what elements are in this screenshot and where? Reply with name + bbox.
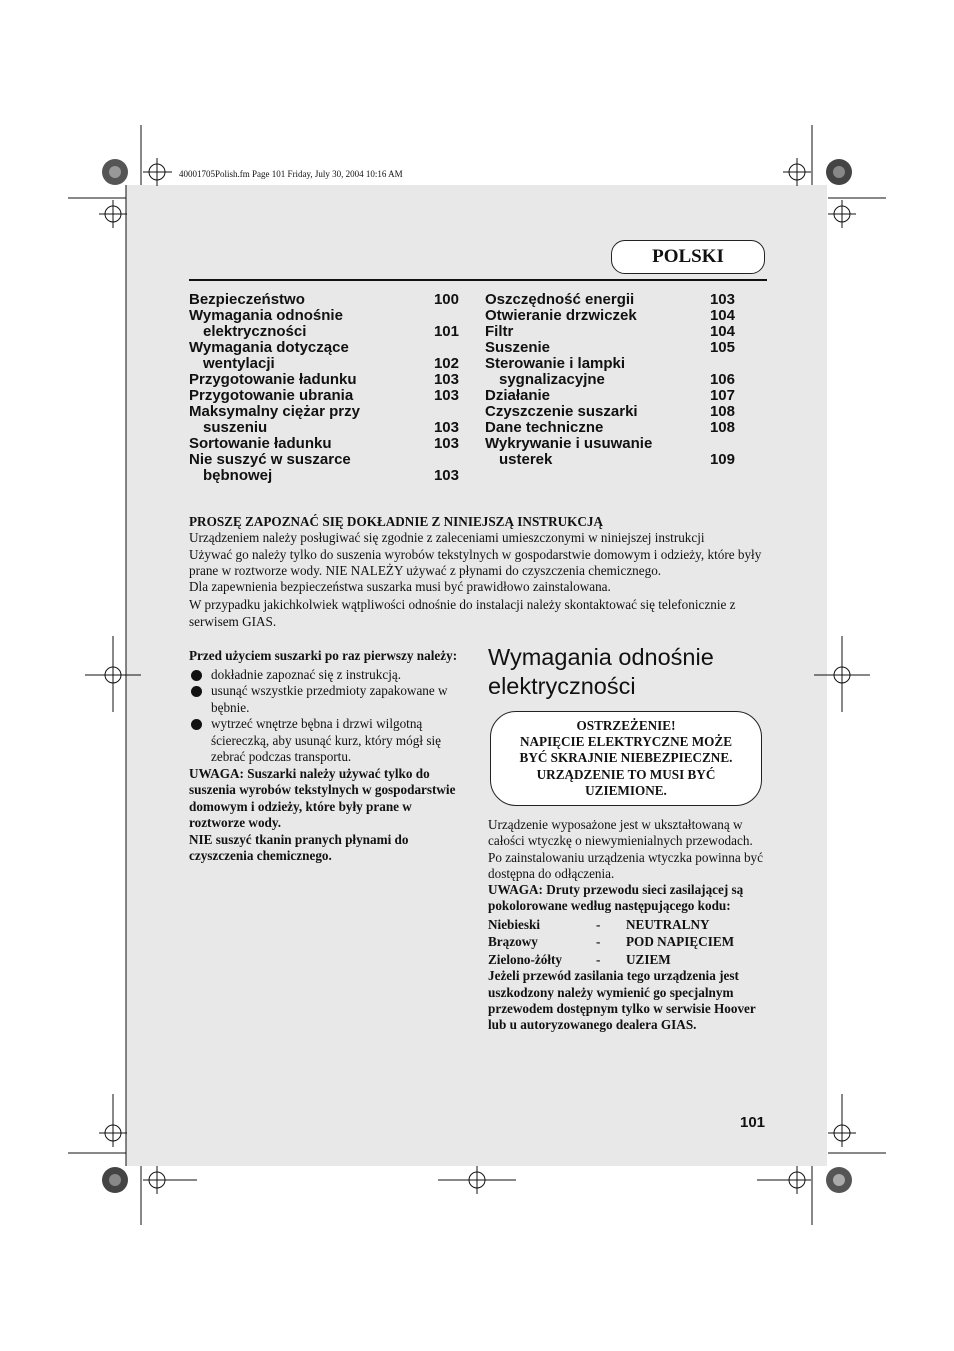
before-use-heading: Przed użyciem suszarki po raz pierwszy należy: xyxy=(189,648,458,663)
toc-entry[interactable] xyxy=(485,356,735,372)
toc-entry[interactable] xyxy=(485,404,735,420)
warning-line: UZIEMIONE. xyxy=(585,782,667,798)
toc-entry[interactable] xyxy=(485,388,735,404)
toc-entry-page: 101 xyxy=(433,323,459,340)
toc-entry-page: 105 xyxy=(709,339,735,356)
toc-entry-title: Przygotowanie ubrania xyxy=(189,387,354,404)
toc-entry[interactable] xyxy=(189,324,459,340)
toc-entry-title: sygnalizacyjne xyxy=(499,371,605,388)
toc-entry-page: 103 xyxy=(709,291,735,308)
toc-entry-page xyxy=(695,356,735,372)
toc-entry[interactable] xyxy=(189,404,459,420)
toc-entry-title: Filtr xyxy=(485,323,514,340)
warning-box xyxy=(490,711,762,806)
toc-entry-title: Sortowanie ładunku xyxy=(189,435,332,452)
toc-entry-page: 103 xyxy=(433,467,459,484)
toc-entry[interactable] xyxy=(485,308,735,324)
toc-entry-page xyxy=(695,436,735,452)
toc-entry[interactable] xyxy=(189,356,459,372)
toc-entry-page: 100 xyxy=(433,291,459,308)
wire-meaning: NEUTRALNY xyxy=(626,916,710,932)
toc-entry[interactable] xyxy=(189,372,459,388)
intro-heading: PROSZĘ ZAPOZNAĆ SIĘ DOKŁADNIE Z NINIEJSZĄ INSTRUKCJĄ xyxy=(189,514,604,529)
toc-entry-title: Wymagania odnośnie xyxy=(189,307,343,324)
usage-note: UWAGA: Suszarki należy używać tylko do suszenia wyrobów tekstylnych w gospodarstwie domowym i odzieży, które były prane w roztworze wody. xyxy=(189,765,456,830)
warning-line: BYĆ SKRAJNIE NIEBEZPIECZNE. xyxy=(519,750,733,766)
intro-paragraph: Używać go należy tylko do suszenia wyrobów tekstylnych w gospodarstwie domowym i odzieży, które były prane w roztworze wody. NIE NALEŻY używać z płynami do czyszczenia chemicznego. xyxy=(189,546,762,578)
toc-entry-page: 109 xyxy=(709,451,735,468)
toc-entry[interactable] xyxy=(485,372,735,388)
toc-entry-page: 107 xyxy=(709,387,735,404)
toc-entry-page: 104 xyxy=(709,307,735,324)
bullet-icon xyxy=(191,719,202,730)
toc-entry-page xyxy=(419,404,459,420)
toc-entry[interactable] xyxy=(189,388,459,404)
toc-entry[interactable] xyxy=(189,436,459,452)
toc-entry-page: 103 xyxy=(433,387,459,404)
toc-entry[interactable] xyxy=(485,452,735,468)
toc-entry-title: Wymagania dotyczące xyxy=(189,339,349,356)
toc-entry-title: Działanie xyxy=(485,387,551,404)
toc-entry-page: 108 xyxy=(709,419,735,436)
dry-clean-note: NIE suszyć tkanin pranych płynami do czyszczenia chemicznego. xyxy=(189,831,409,863)
page-number: 101 xyxy=(740,1114,766,1131)
list-item xyxy=(189,683,469,716)
intro-paragraph: Urządzeniem należy posługiwać się zgodnie z zaleceniami umieszczonymi w niniejszej instrukcji xyxy=(189,530,705,546)
toc-entry-page xyxy=(419,452,459,468)
toc-entry-title: Dane techniczne xyxy=(485,419,604,436)
intro-section xyxy=(189,514,769,630)
electrical-section xyxy=(488,817,768,1033)
toc-entry-title: Suszenie xyxy=(485,339,551,356)
toc-entry[interactable] xyxy=(189,308,459,324)
toc-entry[interactable] xyxy=(485,436,735,452)
toc-entry-page: 108 xyxy=(709,403,735,420)
toc-entry[interactable] xyxy=(189,420,459,436)
language-badge: POLSKI xyxy=(611,240,765,274)
wire-meaning: UZIEM xyxy=(626,951,671,967)
toc-entry-title: elektryczności xyxy=(203,323,307,340)
toc-entry-page: 103 xyxy=(433,371,459,388)
toc-entry[interactable] xyxy=(485,420,735,436)
warning-line: URZĄDZENIE TO MUSI BYĆ xyxy=(536,766,716,782)
wire-dash: - xyxy=(596,951,601,967)
warning-line: OSTRZEŻENIE! xyxy=(576,717,676,733)
toc-entry-page: 102 xyxy=(433,355,459,372)
wire-dash: - xyxy=(596,916,601,932)
toc-entry-title: Oszczędność energii xyxy=(485,291,635,308)
list-item-text: wytrzeć wnętrze bębna i drzwi wilgotną ściereczką, aby usunąć kurz, który mógł się zebrać podczas transportu. xyxy=(211,716,441,764)
toc-entry[interactable] xyxy=(485,340,735,356)
toc-entry[interactable] xyxy=(189,468,459,484)
list-item xyxy=(189,716,469,766)
section-title: Wymagania odnośnie elektryczności xyxy=(488,644,714,699)
toc-entry[interactable] xyxy=(485,324,735,340)
toc-entry-page: 103 xyxy=(433,435,459,452)
toc-entry-page: 106 xyxy=(709,371,735,388)
electrical-paragraph: Po zainstalowaniu urządzenia wtyczka powinna być dostępna do odłączenia. xyxy=(488,849,764,881)
toc-entry-title: Maksymalny ciężar przy xyxy=(189,403,360,420)
toc-entry-title: Bezpieczeństwo xyxy=(189,291,305,308)
toc-entry-title: Wykrywanie i usuwanie xyxy=(485,435,653,452)
list-item-text: dokładnie zapoznać się z instrukcją. xyxy=(211,666,402,682)
toc-right xyxy=(485,292,735,468)
intro-paragraph: W przypadku jakichkolwiek wątpliwości odnośnie do instalacji należy skontaktować się telefonicznie z serwisem GIAS. xyxy=(189,597,736,629)
intro-paragraph: Dla zapewnienia bezpieczeństwa suszarka musi być prawidłowo zainstalowana. xyxy=(189,579,611,595)
toc-entry-title: Sterowanie i lampki xyxy=(485,355,626,372)
toc-entry[interactable] xyxy=(189,292,459,308)
bullet-icon xyxy=(191,686,202,697)
wire-dash: - xyxy=(596,934,601,950)
toc-entry-page xyxy=(419,340,459,356)
toc-entry-page: 103 xyxy=(433,419,459,436)
toc-entry-title: Czyszczenie suszarki xyxy=(485,403,638,420)
toc-entry-title: usterek xyxy=(499,451,553,468)
toc-entry[interactable] xyxy=(189,340,459,356)
bullet-icon xyxy=(191,670,202,681)
header-rule xyxy=(189,279,767,281)
warning-line: NAPIĘCIE ELEKTRYCZNE MOŻE xyxy=(519,734,733,750)
toc-entry[interactable] xyxy=(485,292,735,308)
toc-entry-page xyxy=(419,308,459,324)
before-use-section xyxy=(189,648,469,865)
toc-entry-title: Nie suszyć w suszarce xyxy=(189,451,351,468)
toc-entry-title: Przygotowanie ładunku xyxy=(189,371,357,388)
cable-replacement-note: Jeżeli przewód zasilania tego urządzenia jest uszkodzony należy wymienić go specjalnym przewodem dostępnym tylko w serwisie Hoover lub u autoryzowanego dealera GIAS. xyxy=(488,968,756,1033)
wire-color-table xyxy=(488,916,768,969)
list-item-text: usunąć wszystkie przedmioty zapakowane w bębnie. xyxy=(211,683,448,715)
wire-color: Niebieski xyxy=(488,916,541,932)
wire-code-note: UWAGA: Druty przewodu sieci zasilającej są pokolorowane według następującego kodu: xyxy=(488,882,744,914)
toc-entry[interactable] xyxy=(189,452,459,468)
toc-entry-page: 104 xyxy=(709,323,735,340)
toc-entry-title: suszeniu xyxy=(203,419,268,436)
electrical-paragraph: Urządzenie wyposażone jest w ukształtowaną w całości wtyczkę o niewymienialnych przewodach. xyxy=(488,817,753,849)
file-header: 40001705Polish.fm Page 101 Friday, July 30, 2004 10:16 AM xyxy=(179,169,403,179)
toc-entry-title: wentylacji xyxy=(203,355,275,372)
toc-left xyxy=(189,292,459,484)
wire-color: Zielono-żółty xyxy=(488,951,562,967)
before-use-list xyxy=(189,667,469,766)
wire-meaning: POD NAPIĘCIEM xyxy=(626,934,735,950)
toc-entry-title: bębnowej xyxy=(203,467,273,484)
toc-entry-title: Otwieranie drzwiczek xyxy=(485,307,637,324)
list-item xyxy=(189,667,469,684)
wire-color: Brązowy xyxy=(488,934,538,950)
